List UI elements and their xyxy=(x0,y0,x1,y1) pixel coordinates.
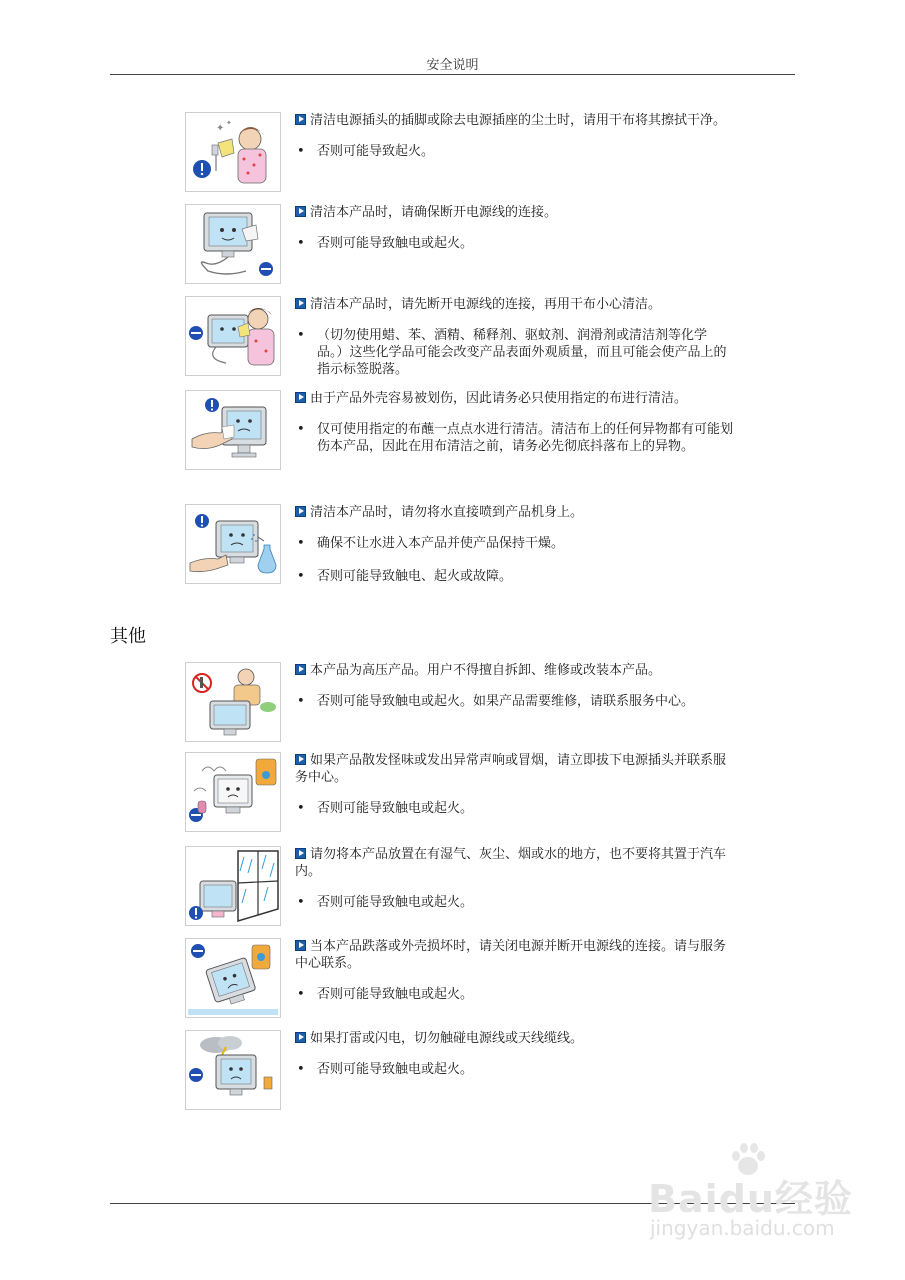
warning-consequence: 否则可能导致触电、起火或故障。 xyxy=(317,569,513,584)
warning-consequence: 否则可能导致触电或起火。 xyxy=(317,236,474,251)
dry-cloth-cleaning-illustration xyxy=(185,296,281,376)
instruction-text: 请勿将本产品放置在有湿气、灰尘、烟或水的地方，也不要将其置于汽车内。 xyxy=(295,847,727,879)
no-disassembly-illustration xyxy=(185,662,281,742)
dropped-monitor-illustration xyxy=(185,938,281,1018)
arrow-bullet-icon xyxy=(295,114,306,125)
arrow-bullet-icon xyxy=(295,1032,306,1043)
warning-consequence: 否则可能导致起火。 xyxy=(317,144,435,159)
instruction-text: 清洁本产品时，请勿将水直接喷到产品机身上。 xyxy=(310,505,584,520)
arrow-bullet-icon xyxy=(295,848,306,859)
baidu-jingyan-watermark xyxy=(640,1140,860,1240)
arrow-bullet-icon xyxy=(295,206,306,217)
instruction-text: 清洁电源插头的插脚或除去电源插座的尘土时，请用干布将其擦拭干净。 xyxy=(310,113,727,128)
instruction-text: 如果产品散发怪味或发出异常声响或冒烟，请立即拔下电源插头并联系服务中心。 xyxy=(295,753,727,785)
instruction-text: 清洁本产品时，请确保断开电源线的连接。 xyxy=(310,205,558,220)
cleaning-plug-illustration xyxy=(185,112,281,192)
lightning-illustration xyxy=(185,1030,281,1110)
no-spray-illustration xyxy=(185,504,281,584)
instruction-text: 由于产品外壳容易被划伤，因此请务必只使用指定的布进行清洁。 xyxy=(310,391,688,406)
warning-consequence: 否则可能导致触电或起火。 xyxy=(317,1062,474,1077)
watermark-url: jingyan.baidu.com xyxy=(650,1216,835,1240)
arrow-bullet-icon xyxy=(295,506,306,517)
svg-text:✦: ✦ xyxy=(226,119,232,127)
warning-consequence: 否则可能导致触电或起火。 xyxy=(317,801,474,816)
warning-consequence: 否则可能导致触电或起火。 xyxy=(317,895,474,910)
smoke-unplug-illustration xyxy=(185,752,281,832)
warning-consequence: 否则可能导致触电或起火。如果产品需要维修，请联系服务中心。 xyxy=(317,694,695,709)
header-divider xyxy=(110,74,795,75)
arrow-bullet-icon xyxy=(295,754,306,765)
wipe-screen-illustration xyxy=(185,390,281,470)
warning-consequence: 仅可使用指定的布蘸一点点水进行清洁。清洁布上的任何异物都有可能划伤本产品，因此在用布清洁之前，请务必先彻底抖落布上的异物。 xyxy=(317,422,734,454)
page-header-title: 安全说明 xyxy=(426,58,479,73)
warning-consequence: 否则可能导致触电或起火。 xyxy=(317,987,474,1002)
svg-text:✦: ✦ xyxy=(216,123,225,134)
arrow-bullet-icon xyxy=(295,664,306,675)
instruction-text: 当本产品跌落或外壳损坏时，请关闭电源并断开电源线的连接。请与服务中心联系。 xyxy=(295,939,727,971)
watermark-brand: Baidu经验 xyxy=(648,1177,853,1221)
instruction-text: 本产品为高压产品。用户不得擅自拆卸、维修或改装本产品。 xyxy=(310,663,662,678)
warning-consequence: 确保不让水进入本产品并使产品保持干燥。 xyxy=(317,536,565,551)
humidity-window-illustration xyxy=(185,846,281,926)
arrow-bullet-icon xyxy=(295,298,306,309)
arrow-bullet-icon xyxy=(295,940,306,951)
warning-consequence: （切勿使用蜡、苯、酒精、稀释剂、驱蚊剂、润滑剂或清洁剂等化学品。）这些化学品可能会改变产品表面外观质量，而且可能会使产品上的指示标签脱落。 xyxy=(317,328,727,377)
instruction-text: 清洁本产品时，请先断开电源线的连接，再用干布小心清洁。 xyxy=(310,297,662,312)
instruction-text: 如果打雷或闪电，切勿触碰电源线或天线缆线。 xyxy=(310,1031,584,1046)
arrow-bullet-icon xyxy=(295,392,306,403)
section-heading-other: 其他 xyxy=(110,626,146,647)
unplug-monitor-illustration xyxy=(185,204,281,284)
